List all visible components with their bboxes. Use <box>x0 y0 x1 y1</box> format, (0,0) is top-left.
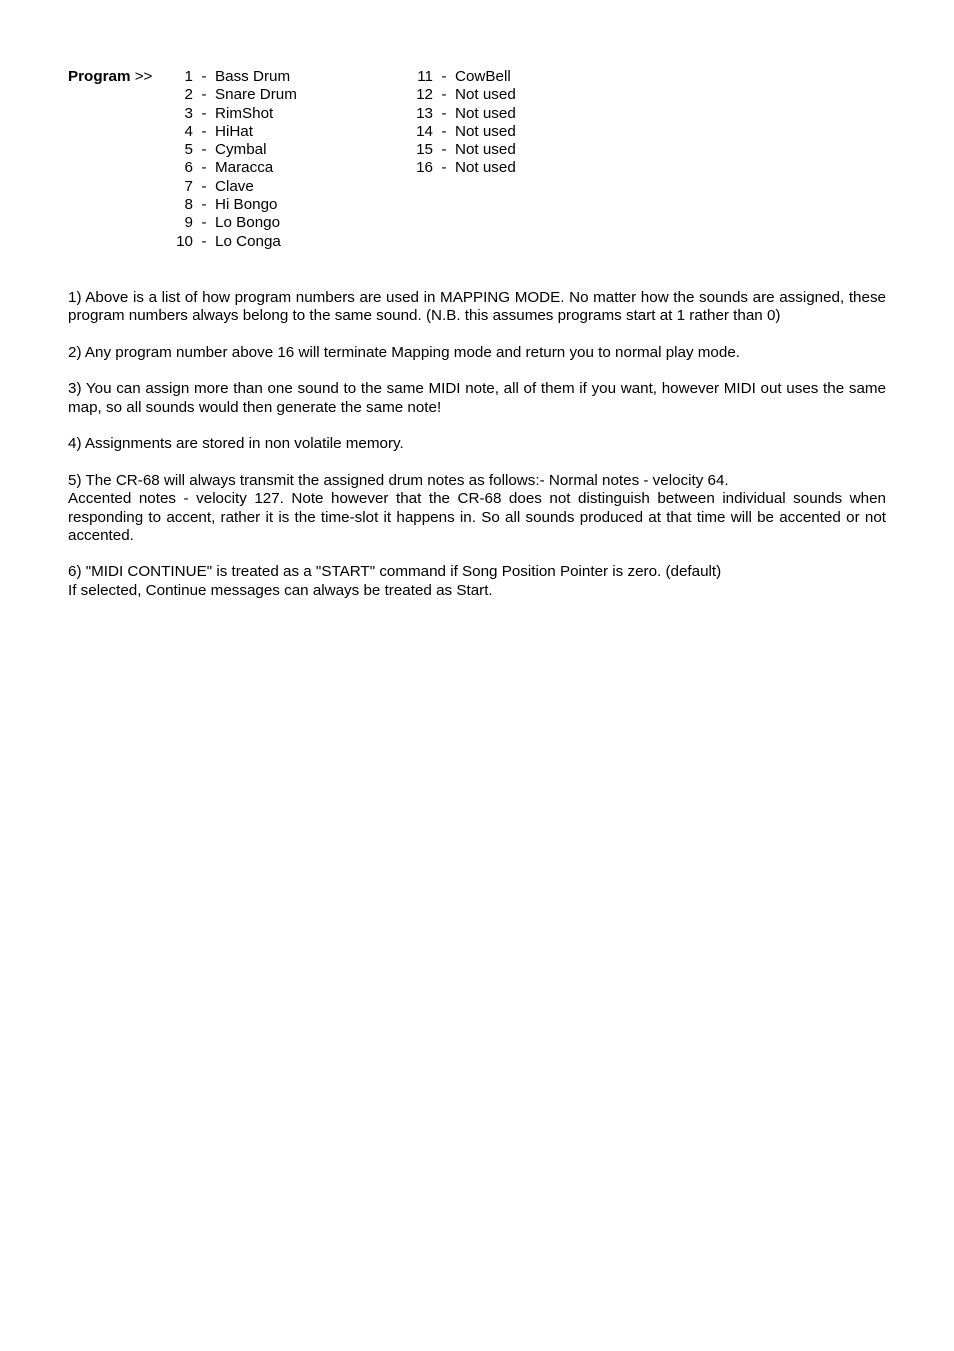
program-name: RimShot <box>215 104 274 122</box>
program-name: Cymbal <box>215 141 267 159</box>
program-column-2 <box>408 68 516 178</box>
program-number: 8 <box>184 196 193 214</box>
program-row <box>168 68 297 86</box>
program-label-bold: Program <box>68 68 131 85</box>
program-number: 1 <box>184 68 193 85</box>
program-separator: - <box>441 159 447 177</box>
program-number: 14 <box>416 122 433 140</box>
note-5 <box>68 472 886 545</box>
note-5-line-2: Accented notes - velocity 127. Note however that the CR-68 does not distinguish between individual sounds when responding to accent, rather it is the time-slot it happens in. So all sounds produced at that time will be accented or not accented. <box>68 490 886 544</box>
program-name: Not used <box>455 104 516 122</box>
program-row <box>408 123 516 141</box>
program-row <box>408 159 516 177</box>
program-row <box>408 105 516 123</box>
program-row <box>168 214 297 232</box>
program-label-suffix: >> <box>130 68 153 85</box>
program-name: CowBell <box>455 68 511 85</box>
program-separator: - <box>201 68 207 85</box>
program-separator: - <box>201 177 207 195</box>
program-separator: - <box>201 232 207 250</box>
program-separator: - <box>201 196 207 214</box>
program-number: 15 <box>416 141 433 159</box>
program-separator: - <box>441 104 447 122</box>
program-name: Clave <box>215 177 254 195</box>
program-separator: - <box>201 122 207 140</box>
note-4: 4) Assignments are stored in non volatile memory. <box>68 435 404 453</box>
program-number: 7 <box>184 177 193 195</box>
program-row <box>168 86 297 104</box>
note-2: 2) Any program number above 16 will terminate Mapping mode and return you to normal play mode. <box>68 343 740 361</box>
note-3: 3) You can assign more than one sound to the same MIDI note, all of them if you want, however MIDI out uses the same map, so all sounds would then generate the same note! <box>68 380 886 416</box>
program-number: 9 <box>184 214 193 232</box>
program-separator: - <box>201 86 207 104</box>
program-separator: - <box>441 68 447 85</box>
program-list <box>68 68 888 258</box>
program-number: 16 <box>416 159 433 177</box>
program-name: Lo Conga <box>215 232 281 250</box>
program-name: HiHat <box>215 122 253 140</box>
program-separator: - <box>201 159 207 177</box>
program-row <box>408 68 516 86</box>
note-5-line-1: 5) The CR-68 will always transmit the assigned drum notes as follows:- Normal notes - velocity 64. <box>68 471 729 489</box>
program-row <box>168 123 297 141</box>
program-row <box>168 178 297 196</box>
program-name: Not used <box>455 122 516 140</box>
program-number: 4 <box>184 122 193 140</box>
program-column-1 <box>168 68 297 251</box>
program-row <box>168 141 297 159</box>
program-row <box>168 196 297 214</box>
program-name: Lo Bongo <box>215 214 281 232</box>
notes-section <box>68 289 886 618</box>
program-row <box>408 86 516 104</box>
program-name: Snare Drum <box>215 86 297 104</box>
program-name: Not used <box>455 159 516 177</box>
program-number: 12 <box>416 86 433 104</box>
program-number: 6 <box>184 159 193 177</box>
program-number: 3 <box>184 104 193 122</box>
program-name: Hi Bongo <box>215 196 278 214</box>
program-row <box>168 105 297 123</box>
program-number: 13 <box>416 104 433 122</box>
program-separator: - <box>201 214 207 232</box>
note-6-line-2: If selected, Continue messages can always be treated as Start. <box>68 581 493 599</box>
program-name: Not used <box>455 86 516 104</box>
program-name: Not used <box>455 141 516 159</box>
program-row <box>168 233 297 251</box>
program-name: Bass Drum <box>215 68 291 85</box>
program-row <box>168 159 297 177</box>
program-separator: - <box>201 104 207 122</box>
program-number: 5 <box>184 141 193 159</box>
program-row <box>408 141 516 159</box>
note-6-line-1: 6) "MIDI CONTINUE" is treated as a "START" command if Song Position Pointer is zero. (default) <box>68 563 722 581</box>
note-1: 1) Above is a list of how program numbers are used in MAPPING MODE. No matter how the sounds are assigned, these program numbers always belong to the same sound. (N.B. this assumes programs start at 1 rather than 0) <box>68 289 886 325</box>
program-separator: - <box>201 141 207 159</box>
program-number: 2 <box>184 86 193 104</box>
program-separator: - <box>441 141 447 159</box>
program-number: 10 <box>176 232 193 250</box>
program-name: Maracca <box>215 159 274 177</box>
program-label <box>68 68 152 86</box>
program-separator: - <box>441 122 447 140</box>
note-6 <box>68 563 886 600</box>
program-number: 11 <box>417 68 433 85</box>
program-separator: - <box>441 86 447 104</box>
